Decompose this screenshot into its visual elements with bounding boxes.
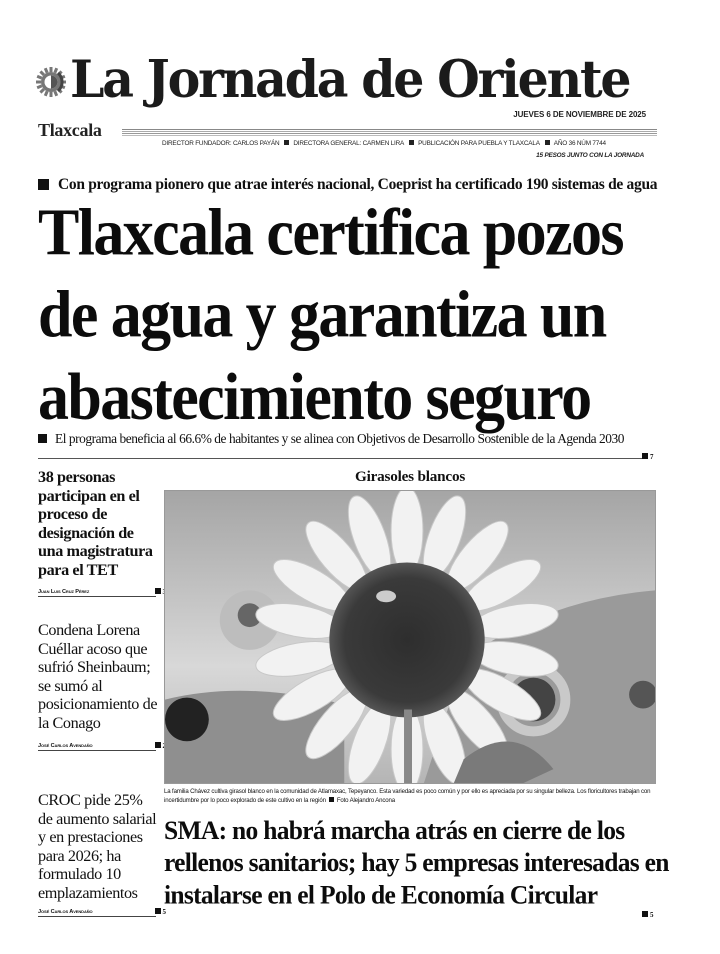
sunflower-image (165, 491, 655, 783)
byline: José Carlos Avendaño (38, 909, 93, 915)
secondary-page-number: 5 (650, 911, 654, 919)
credit-issue-number: AÑO 36 NÚM 7744 (553, 140, 606, 147)
byline: Juan Luis Cruz Pérez (38, 589, 90, 595)
price-line: 15 PESOS JUNTO CON LA JORNADA (536, 152, 644, 159)
brief-title: 38 personas participan en el proceso de designación de una magistratura para el TET (38, 468, 153, 579)
brief-item[interactable] (38, 468, 158, 580)
separator-square-icon (545, 140, 550, 145)
sun-gear-icon (34, 65, 68, 99)
masthead-credits (162, 140, 606, 147)
bullet-square-icon (38, 434, 47, 443)
secondary-page-ref[interactable] (642, 911, 654, 919)
photo-caption (164, 788, 659, 805)
brief-byline-row (38, 907, 166, 917)
masthead-rule (122, 129, 657, 137)
separator-square-icon (284, 140, 289, 145)
page-ref-square-icon (155, 742, 161, 748)
brief-title: CROC pide 25% de aumento salarial y en prestaciones para 2026; ha formulado 10 emplazamientos (38, 791, 157, 902)
brief-item[interactable] (38, 621, 158, 733)
photo-credit: Foto Alejandro Ancona (336, 796, 395, 804)
credit-director: DIRECTORA GENERAL: CARMEN LIRA (293, 140, 405, 147)
brief-title: Condena Lorena Cuéllar acoso que sufrió Sheinbaum; se sumó al posicionamiento de la Conago (38, 621, 158, 732)
masthead (34, 44, 664, 114)
issue-date: JUEVES 6 DE NOVIEMBRE DE 2025 (513, 110, 646, 119)
brief-page-number: 5 (162, 908, 166, 916)
page-ref-square-icon (155, 588, 161, 594)
lead-kicker-text: Con programa pionero que atrae interés nacional, Coeprist ha certificado 190 sistemas de agua (58, 176, 658, 193)
page-ref-square-icon (642, 453, 648, 459)
lead-divider (38, 458, 643, 459)
secondary-headline[interactable]: SMA: no habrá marcha atrás en cierre de los rellenos sanitarios; hay 5 empresas interesadas en instalarse en el Polo de Economía Circular (164, 815, 669, 910)
edition-name: Tlaxcala (38, 120, 102, 140)
brief-byline-row (38, 587, 156, 597)
caption-text: La familia Chávez cultiva girasol blanco en la comunidad de Atlamaxac, Tepeyanco. Esta variedad es poco común y por ello es apreciada por su singular belleza. Los floricultores trabajan con incertidumbre por lo poco explorado de este cultivo en la región (164, 788, 651, 804)
separator-square-icon (409, 140, 414, 145)
lead-subhead (38, 431, 624, 447)
sunflower-photo[interactable] (164, 490, 656, 784)
brief-byline-row (38, 741, 156, 751)
lead-page-ref[interactable] (642, 453, 654, 461)
credit-publication: PUBLICACIÓN PARA PUEBLA Y TLAXCALA (418, 140, 540, 147)
lead-subhead-text: El programa beneficia al 66.6% de habitantes y se alinea con Objetivos de Desarrollo Sostenible de la Agenda 2030 (55, 431, 625, 446)
credit-founder: DIRECTOR FUNDADOR: CARLOS PAYÁN (162, 140, 280, 147)
page-ref-square-icon (642, 911, 648, 917)
brief-item[interactable] (38, 791, 158, 903)
page-ref-square-icon (155, 908, 161, 914)
newspaper-logo[interactable]: La Jornada de Oriente (70, 48, 630, 109)
lead-page-number: 7 (650, 453, 654, 461)
lead-headline[interactable]: Tlaxcala certifica pozos de agua y garantiza un abastecimiento seguro (38, 196, 623, 434)
photo-title: Girasoles blancos (354, 468, 466, 485)
bullet-square-icon (38, 179, 49, 190)
byline: José Carlos Avendaño (38, 743, 93, 749)
separator-square-icon (329, 797, 334, 802)
